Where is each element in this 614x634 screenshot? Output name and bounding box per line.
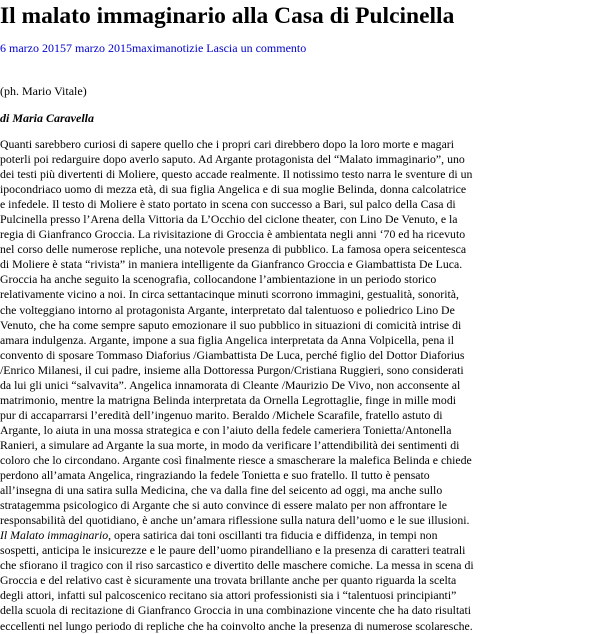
body-line: all’insegna di una satira sulla Medicina, che va dalla fine del seicento ad oggi, ma anche sullo <box>0 483 443 498</box>
body-line: relativamente vicino a noi. In circa settantacinque minuti scorrono immagini, gestualità, sonorità, <box>0 287 459 302</box>
photo-credit: (ph. Mario Vitale) <box>0 84 87 98</box>
comment-link[interactable]: Lascia un commento <box>206 41 307 55</box>
body-line: responsabilità del quotidiano, è anche un’amara riflessione sulla natura dell’uomo e le sue illusioni. <box>0 513 470 528</box>
body-line-rest: , opera satirica dai toni oscillanti tra fiducia e diffidenza, in tempi non <box>108 528 438 543</box>
body-line: eccellenti nel lungo periodo di repliche che ha coinvolto anche la presenza di numerose scolaresche. <box>0 618 473 633</box>
body-line: stratagemma psicologico di Argante che si auto convince di essere malato per non affrontare le <box>0 498 448 513</box>
body-line: e infedele. Il testo di Moliere è stato portato in scena con successo a Bari, sul palco della Casa di <box>0 197 456 212</box>
article-body <box>0 137 614 634</box>
post-meta <box>0 40 306 56</box>
body-line: che sfiorano il tragico con il riso sarcastico e divertito delle maschere comiche. La messa in scena di <box>0 558 474 573</box>
body-line: nel corso delle numerose repliche, una notevole presenza di pubblico. La famosa opera seicentesca <box>0 242 467 257</box>
body-line: matrimonio, mentre la matrigna Belinda interpretata da Ornella Legrottaglie, finge in mille modi <box>0 392 456 407</box>
author-link[interactable]: maximanotizie <box>131 41 204 55</box>
body-line: Venuto, che ha come sempre saputo emozionare il suo pubblico in situazioni di comicità intrise di <box>0 317 462 332</box>
body-line-italic-start <box>0 528 614 543</box>
article-byline: di Maria Caravella <box>0 111 95 125</box>
body-line: perdono all’amata Angelica, ringraziando la fedele Tonietta e suo fratello. Il tutto è pensato <box>0 468 430 483</box>
body-line: /Enrico Milanesi, il cui padre, insieme alla Dottoressa Purgon/Cristiana Ruggieri, sono considerati <box>0 362 464 377</box>
body-line: degli attori, infatti sul palcoscenico recitano sia attori professionisti sia i “talentuosi principianti” <box>0 588 457 603</box>
body-line: sospetti, anticipa le insicurezze e le paure dell’uomo pirandelliano e la presenza di caratteri teatrali <box>0 543 466 558</box>
body-line: Groccia e del relativo cast è sicuramente una trovata brillante anche per quanto riguarda la scelta <box>0 573 457 588</box>
body-line: amara indulgenza. Argante, impone a sua figlia Angelica interpretata da Anna Volpicella, pena il <box>0 332 455 347</box>
published-date-link[interactable]: 6 marzo 2015 <box>0 41 66 55</box>
work-title: Il Malato immaginario <box>0 528 109 543</box>
body-line: Pulcinella presso l’Arena della Vittoria da L’Occhio del ciclone theater, con Lino De Venuto, e la <box>0 212 458 227</box>
body-line: ipocondriaco uomo di mezza età, di sua figlia Angelica e di sua moglie Belinda, donna calcolatrice <box>0 182 467 197</box>
body-line: pur di accaparrarsi l’eredità dell’ingenuo marito. Beraldo /Michele Scarafile, fratello astuto di <box>0 407 443 422</box>
body-line: regia di Gianfranco Groccia. La rivisitazione di Groccia è ambientata negli anni ‘70 ed ha ricevuto <box>0 227 466 242</box>
body-line: Argante, lo aiuta in una mossa strategica e con l’aiuto della fedele cameriera Tonietta/Antonella <box>0 422 452 437</box>
body-line: convento di sposare Tommaso Diaforius /Giambattista De Luca, perché figlio del Dottor Diaforius <box>0 347 465 362</box>
body-line: della scuola di recitazione di Gianfranco Groccia in una combinazione vincente che ha dato risultati <box>0 603 472 618</box>
body-line: Groccia ha anche seguito la scenografia, collocandone l’ambientazione in un periodo storico <box>0 272 437 287</box>
body-line: che volteggiano intorno al protagonista Argante, interpretato dal talentuoso e poliedrico Lino De <box>0 302 455 317</box>
body-line: coloro che lo circondano. Argante così finalmente riesce a smascherare la malefica Belinda e chiede <box>0 452 472 467</box>
body-line: poterli poi redarguire dopo averlo saputo. Ad Argante protagonista del “Malato immaginario”, uno <box>0 152 465 167</box>
body-line: Ranieri, a simulare ad Argante la sua morte, in modo da verificare l’attendibilità dei sentimenti di <box>0 437 460 452</box>
updated-date-link[interactable]: 7 marzo 2015 <box>65 41 132 55</box>
body-line: da lui gli unici “salvavita”. Angelica innamorata di Cleante /Maurizio De Vivo, non acconsente al <box>0 377 461 392</box>
article-title: Il malato immaginario alla Casa di Pulcinella <box>0 3 455 29</box>
body-line: di Moliere è stata “rivista” in maniera intelligente da Gianfranco Groccia e Giambattista De Luca. <box>0 257 463 272</box>
body-line: dei testi più divertenti di Moliere, questo accade realmente. Il notissimo testo narra le sventure di un <box>0 167 473 182</box>
body-line: Quanti sarebbero curiosi di sapere quello che i propri cari direbbero dopo la loro morte e magari <box>0 137 455 151</box>
